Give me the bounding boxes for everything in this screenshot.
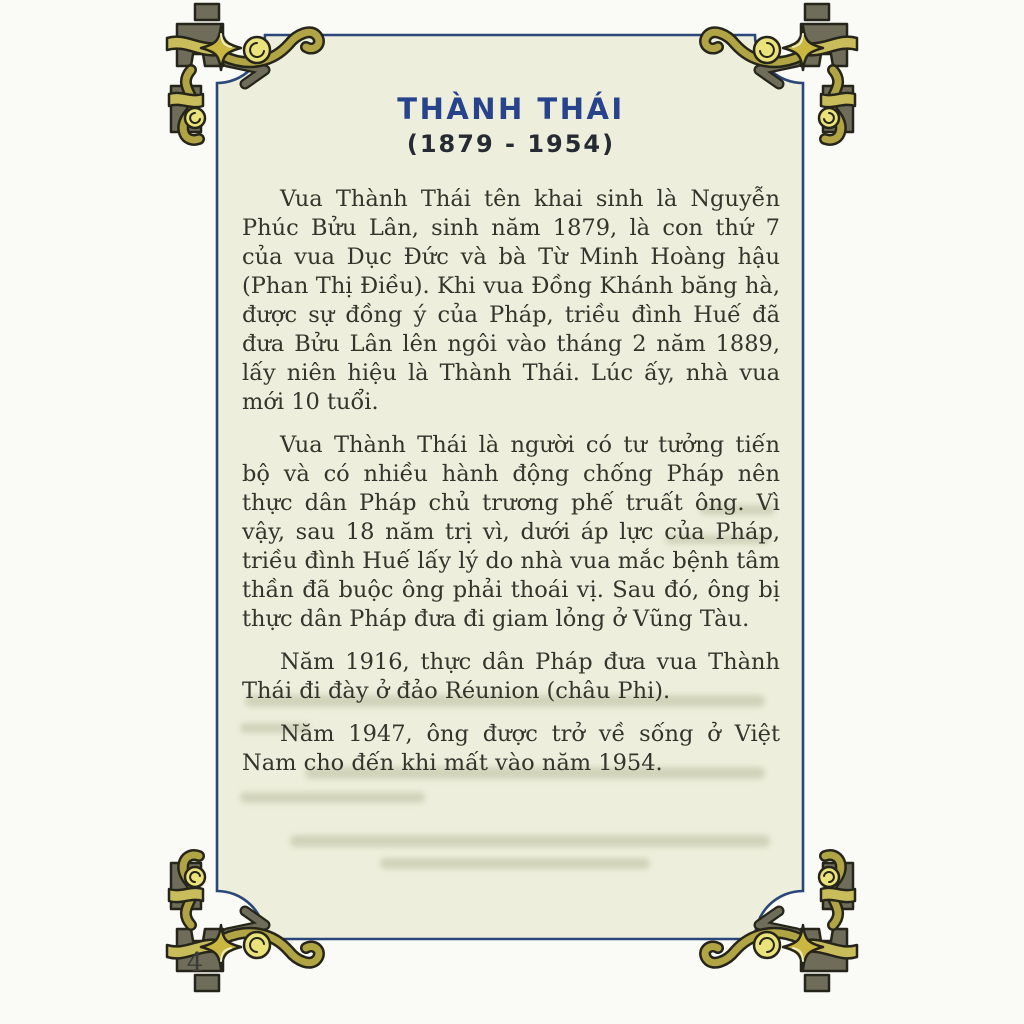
reign-years: (1879 - 1954) <box>406 129 616 158</box>
corner-ornament-top-right-icon <box>699 0 859 150</box>
paragraph: Vua Thành Thái tên khai sinh là Nguyễn Phúc Bửu Lân, sinh năm 1879, là con thứ 7 của vua Dục Đức và bà Từ Minh Hoàng hậu (Phan Thị Điều). Khi vua Đồng Khánh băng hà, được sự đồng ý của Pháp, triều đình Huế đã đưa Bửu Lân lên ngôi vào tháng 2 năm 1889, lấy niên hiệu là Thành Thái. Lúc ấy, nhà vua mới 10 tuổi. <box>242 185 780 415</box>
page-content <box>242 94 780 778</box>
page-number: 4 <box>186 948 204 978</box>
paragraph: Năm 1916, thực dân Pháp đưa vua Thành Thái đi đày ở đảo Réunion (châu Phi). <box>242 648 780 704</box>
paragraph: Vua Thành Thái là người có tư tưởng tiến bộ và có nhiều hành động chống Pháp nên thực dân Pháp chủ trương phế truất ông. Vì vậy, sau 18 năm trị vì, dưới áp lực của Pháp, triều đình Huế lấy lý do nhà vua mắc bệnh tâm thần đã buộc ông phải thoái vị. Sau đó, ông bị thực dân Pháp đưa đi giam lỏng ở Vũng Tàu. <box>242 431 780 632</box>
corner-ornament-bottom-right-icon <box>699 845 859 995</box>
page-title: THÀNH THÁI <box>397 92 625 126</box>
corner-ornament-top-left-icon <box>165 0 325 150</box>
paragraph: Năm 1947, ông được trở về sống ở Việt Nam cho đến khi mất vào năm 1954. <box>242 720 780 776</box>
